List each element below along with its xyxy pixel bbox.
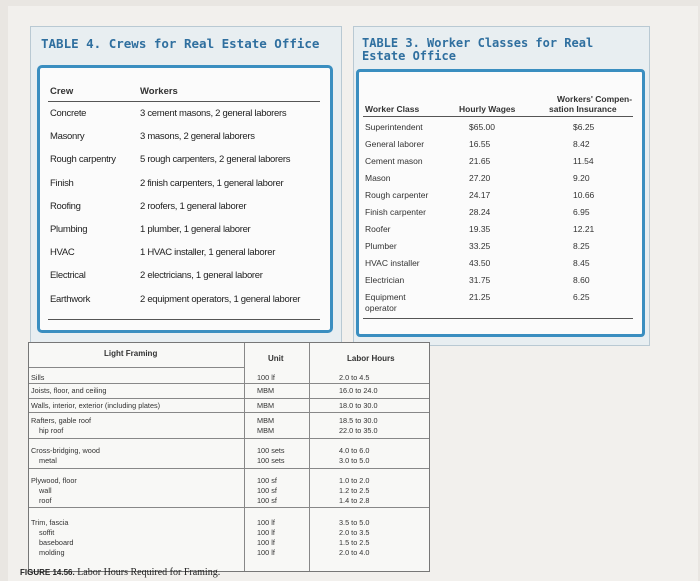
labor-item-cell: Sills [31,373,45,382]
table3-class-cell: Plumber [365,241,397,251]
labor-item-cell: baseboard [39,538,74,547]
labor-unit-cell: 100 lf [257,548,275,557]
labor-header-unit: Unit [268,354,284,363]
labor-unit-cell: 100 lf [257,373,275,382]
col-divider-1 [244,343,245,571]
table4-crew-cell: Plumbing [50,224,88,235]
labor-unit-cell: 100 sets [257,446,285,455]
table3-comp-cell: 8.60 [573,275,590,285]
labor-unit-cell: 100 sets [257,456,285,465]
table3-wage-cell: 28.24 [469,207,491,217]
table3-title-line2: Estate Office [362,49,456,63]
labor-item-cell: Walls, interior, exterior (including plates) [31,401,161,410]
labor-hours-cell: 22.0 to 35.0 [339,426,378,435]
page-photo [8,6,698,581]
table3-comp-cell: 12.21 [573,224,595,234]
table3-class-cell: Electrician [365,275,405,285]
labor-header-item: Light Framing [104,349,158,358]
labor-hours-cell: 18.0 to 30.0 [339,401,378,410]
labor-item-cell: metal [39,456,57,465]
table3-header-comp1: Workers' Compen- [557,94,633,104]
labor-item-cell: Cross-bridging, wood [31,446,100,455]
table3-comp-cell: 10.66 [573,190,595,200]
table3-class-cell: operator [365,303,397,313]
table3-comp-cell: $6.25 [573,122,595,132]
table4-title: TABLE 4. Crews for Real Estate Office [41,36,320,51]
labor-unit-cell: 100 lf [257,538,275,547]
table4-bottom-rule [48,319,320,320]
table3-wage-cell: 21.65 [469,156,491,166]
labor-hours-table [28,342,430,572]
table3-wage-cell: 19.35 [469,224,491,234]
row-separator [29,507,429,508]
table4-workers-cell: 5 rough carpenters, 2 general laborers [140,154,291,166]
table4-crew-cell: Masonry [50,131,85,143]
table3-comp-cell: 6.25 [573,292,590,302]
table4-workers-cell: 2 roofers, 1 general laborer [140,200,247,212]
labor-hours-cell: 1.0 to 2.0 [339,476,370,485]
col-divider-2 [309,343,310,571]
table3-class-cell: Cement mason [365,156,423,166]
table3-class-cell: Equipment [365,292,406,302]
table4-crew-cell: Rough carpentry [50,154,116,166]
table3-title-line1: TABLE 3. Worker Classes for Real [362,36,594,50]
labor-hours-cell: 2.0 to 4.5 [339,373,370,382]
table4-header-workers: Workers [140,86,178,97]
table3-panel [353,26,650,346]
table3-wage-cell: 43.50 [469,258,491,268]
table3-wage-cell: 31.75 [469,275,491,285]
labor-item-cell: Plywood, floor [31,476,77,485]
table3-class-cell: Mason [365,173,391,183]
labor-item-cell: soffit [39,528,55,537]
table3-header-class: Worker Class [365,104,420,114]
labor-unit-cell: 100 sf [257,476,277,485]
table4-crew-cell: Earthwork [50,293,91,305]
table3-wage-cell: 27.20 [469,173,491,183]
labor-item-cell: roof [39,496,52,505]
figure-caption-text: Labor Hours Required for Framing. [77,567,221,578]
labor-item-cell: Joists, floor, and ceiling [31,386,107,395]
labor-hours-cell: 18.5 to 30.0 [339,416,378,425]
labor-hours-cell: 16.0 to 24.0 [339,386,378,395]
labor-unit-cell: MBM [257,426,275,435]
table4-box [37,65,333,333]
table3-comp-cell: 8.25 [573,241,590,251]
figure-caption-label: FIGURE 14.56. [20,568,75,577]
labor-unit-cell: MBM [257,401,275,410]
labor-header-hours: Labor Hours [347,354,395,363]
header-rule [29,367,244,368]
labor-unit-cell: 100 lf [257,518,275,527]
row-separator [29,412,429,413]
labor-unit-cell: MBM [257,416,275,425]
table3-bottom-rule [363,318,633,319]
table3-class-cell: Rough carpenter [365,190,429,200]
table3-wage-cell: 21.25 [469,292,491,302]
table4-workers-cell: 1 HVAC installer, 1 general laborer [140,247,276,259]
labor-hours-cell: 2.0 to 4.0 [339,548,370,557]
table3-wage-cell: 33.25 [469,241,491,251]
labor-hours-cell: 1.4 to 2.8 [339,496,370,505]
row-separator [29,383,429,384]
labor-hours-cell: 4.0 to 6.0 [339,446,370,455]
table4-panel [30,26,342,343]
table3-class-cell: HVAC installer [365,258,420,268]
labor-unit-cell: 100 sf [257,496,277,505]
table3-class-cell: Finish carpenter [365,207,426,217]
row-separator [29,438,429,439]
table4-workers-cell: 3 masons, 2 general laborers [140,131,255,143]
table3-header-rule [363,116,633,117]
table3-wage-cell: $65.00 [469,122,495,132]
labor-hours-cell: 3.5 to 5.0 [339,518,370,527]
table4-crew-cell: Concrete [50,108,87,119]
table4-workers-cell: 2 equipment operators, 1 general laborer [140,293,301,305]
table4-crew-cell: Electrical [50,270,86,282]
table4-crew-cell: Roofing [50,200,81,212]
table3-comp-cell: 9.20 [573,173,590,183]
table4-header-rule [48,101,320,102]
table3-box [356,69,645,337]
table3-comp-cell: 6.95 [573,207,590,217]
table4-crew-cell: HVAC [50,247,75,259]
labor-hours-cell: 1.5 to 2.5 [339,538,370,547]
table3-header-wages: Hourly Wages [459,104,516,114]
labor-item-cell: Trim, fascia [31,518,69,527]
labor-item-cell: molding [39,548,65,557]
labor-hours-cell: 2.0 to 3.5 [339,528,370,537]
labor-unit-cell: MBM [257,386,275,395]
labor-hours-cell: 1.2 to 2.5 [339,486,370,495]
table4-crew-cell: Finish [50,177,74,189]
table3-class-cell: Roofer [365,224,391,234]
table3-comp-cell: 8.45 [573,258,590,268]
table3-wage-cell: 16.55 [469,139,491,149]
labor-item-cell: wall [39,486,52,495]
table3-comp-cell: 8.42 [573,139,590,149]
table3-class-cell: General laborer [365,139,425,149]
labor-unit-cell: 100 sf [257,486,277,495]
labor-item-cell: hip roof [39,426,64,435]
table3-comp-cell: 11.54 [573,156,594,166]
row-separator [29,468,429,469]
table3-wage-cell: 24.17 [469,190,491,200]
table4-workers-cell: 2 electricians, 1 general laborer [140,270,263,282]
table4-workers-cell: 1 plumber, 1 general laborer [140,224,251,235]
labor-hours-cell: 3.0 to 5.0 [339,456,370,465]
table3-header-comp2: sation Insurance [549,104,617,114]
labor-item-cell: Rafters, gable roof [31,416,92,425]
table4-workers-cell: 3 cement masons, 2 general laborers [140,108,287,119]
labor-unit-cell: 100 lf [257,528,275,537]
table4-header-crew: Crew [50,86,74,97]
table4-workers-cell: 2 finish carpenters, 1 general laborer [140,177,284,189]
table3-class-cell: Superintendent [365,122,423,132]
row-separator [29,398,429,399]
figure-caption [20,567,220,578]
